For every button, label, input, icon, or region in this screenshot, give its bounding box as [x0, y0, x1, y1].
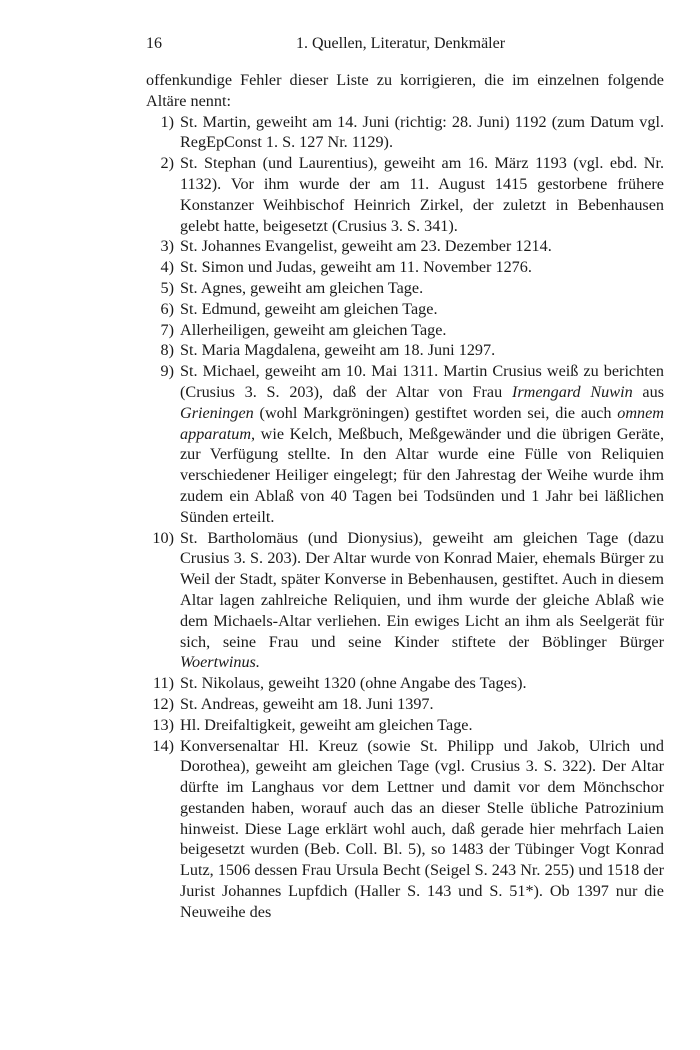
- altar-number: 10): [152, 528, 174, 547]
- text-run: aus: [632, 382, 665, 401]
- altar-text: St. Maria Magdalena, geweiht am 18. Juni 1297.: [180, 341, 496, 360]
- italic-name: Woertwinus.: [180, 653, 260, 672]
- altar-list-item: [146, 361, 664, 527]
- altar-text: Konversenaltar Hl. Kreuz (sowie St. Philipp und Jakob, Ulrich und Dorothea), geweiht am gleichen Tage (vgl. Crusius 3. S. 322). Der Altar dürfte im Langhaus vor dem Lettner und damit vor dem Mönchschor gestanden haben, worauf auch das an dieser Stelle übliche Patrozinium hinweist. Diese Lage erklärt wohl auch, daß gerade hier mehrfach Laien beigesetzt wurden (Beb. Coll. Bl. 5), so 1483 der Tübinger Vogt Konrad Lutz, 1506 dessen Frau Ursula Becht (Seigel S. 243 Nr. 255) und 1518 der Jurist Johannes Lupfdich (Haller S. 143 und S. 51*). Ob 1397 nur die Neuweihe des: [180, 736, 664, 921]
- altar-list-item: [146, 736, 664, 923]
- altar-list-item: [146, 112, 664, 154]
- text-run: St. Michael, geweiht am 10. Mai 1311. Martin Crusius weiß zu berichten (Crusius 3. S. 203), daß der Altar von Frau: [180, 362, 664, 401]
- altar-number: 5): [160, 278, 174, 297]
- altar-list-item: [146, 257, 664, 278]
- altar-number: 4): [160, 258, 174, 277]
- altar-number: 8): [160, 341, 174, 360]
- altar-number: 9): [160, 362, 174, 381]
- page-number: 16: [146, 35, 162, 52]
- text-run: (wohl Markgröningen) gestiftet worden sei, die auch: [253, 403, 618, 422]
- altar-number: 6): [160, 299, 174, 318]
- italic-name: omnem apparatum,: [180, 403, 664, 443]
- italic-name: Irmengard Nuwin: [511, 382, 633, 401]
- altar-text: Allerheiligen, geweiht am gleichen Tage.: [180, 320, 447, 339]
- altar-list-item: [146, 694, 664, 715]
- altar-list-item: [146, 528, 664, 674]
- intro-paragraph: offenkundige Fehler dieser Liste zu korrigieren, die im einzelnen folgende Altäre nennt:: [146, 71, 664, 110]
- italic-name: Grieningen: [180, 403, 254, 422]
- altar-text: St. Edmund, geweiht am gleichen Tage.: [180, 299, 438, 318]
- altar-text: St. Agnes, geweiht am gleichen Tage.: [180, 278, 424, 297]
- altar-text: St. Andreas, geweiht am 18. Juni 1397.: [180, 694, 434, 713]
- running-title: 1. Quellen, Literatur, Denkmäler: [296, 35, 506, 52]
- altar-number: 7): [160, 320, 174, 339]
- altar-list-item: [146, 340, 664, 361]
- altar-list-item: [146, 673, 664, 694]
- altar-number: 11): [153, 674, 174, 693]
- altar-text: [180, 362, 664, 526]
- altar-number: 3): [160, 237, 174, 256]
- page-header: [146, 35, 664, 57]
- page-body: [146, 70, 664, 923]
- altar-text: St. Nikolaus, geweiht 1320 (ohne Angabe des Tages).: [180, 674, 527, 693]
- altar-text: [180, 529, 664, 672]
- altar-list-item: [146, 236, 664, 257]
- altar-number: 1): [160, 112, 174, 131]
- altar-text: Hl. Dreifaltigkeit, geweiht am gleichen Tage.: [180, 715, 473, 734]
- altar-text: St. Stephan (und Laurentius), geweiht am 16. März 1193 (vgl. ebd. Nr. 1132). Vor ihm wurde der am 11. August 1415 gestorbene frühere Konstanzer Weihbischof Heinrich Zirkel, der zuletzt in Bebenhausen gelebt hatte, beigesetzt (Crusius 3. S. 341).: [180, 154, 664, 235]
- altar-text: St. Martin, geweiht am 14. Juni (richtig: 28. Juni) 1192 (zum Datum vgl. RegEpConst 1. S. 127 Nr. 1129).: [180, 112, 664, 152]
- altar-number: 12): [152, 694, 174, 713]
- altar-list: [146, 112, 664, 923]
- altar-text: St. Johannes Evangelist, geweiht am 23. Dezember 1214.: [180, 237, 552, 256]
- altar-number: 2): [160, 154, 174, 173]
- text-run: wie Kelch, Meßbuch, Meßgewänder und die übrigen Geräte, zur Verfügung stellte. In den Altar wurde eine Fülle von Reliquien verschiedener Heiliger eingelegt; für den Jahrestag der Weihe wurde ihm zudem ein Ablaß von 40 Tagen bei Todsünden und 1 Jahr bei läßlichen Sünden erteilt.: [180, 424, 664, 526]
- altar-text: St. Simon und Judas, geweiht am 11. November 1276.: [180, 258, 532, 277]
- altar-list-item: [146, 299, 664, 320]
- text-run: St. Bartholomäus (und Dionysius), geweiht am gleichen Tage (dazu Crusius 3. S. 203). Der Altar wurde von Konrad Maier, ehemals Bürger zu Weil der Stadt, später Konverse in Bebenhausen, gestiftet. Auch in diesem Altar lagen zahlreiche Reliquien, und ihm wurde der gleiche Ablaß wie dem Michaels-Altar verliehen. Ein ewiges Licht an ihm als Seelgerät für sich, seine Frau und seine Kinder stiftete der Böblinger Bürger: [180, 528, 664, 651]
- altar-list-item: [146, 715, 664, 736]
- altar-list-item: [146, 278, 664, 299]
- altar-list-item: [146, 320, 664, 341]
- altar-list-item: [146, 153, 664, 236]
- altar-number: 13): [152, 715, 174, 734]
- altar-number: 14): [152, 736, 174, 755]
